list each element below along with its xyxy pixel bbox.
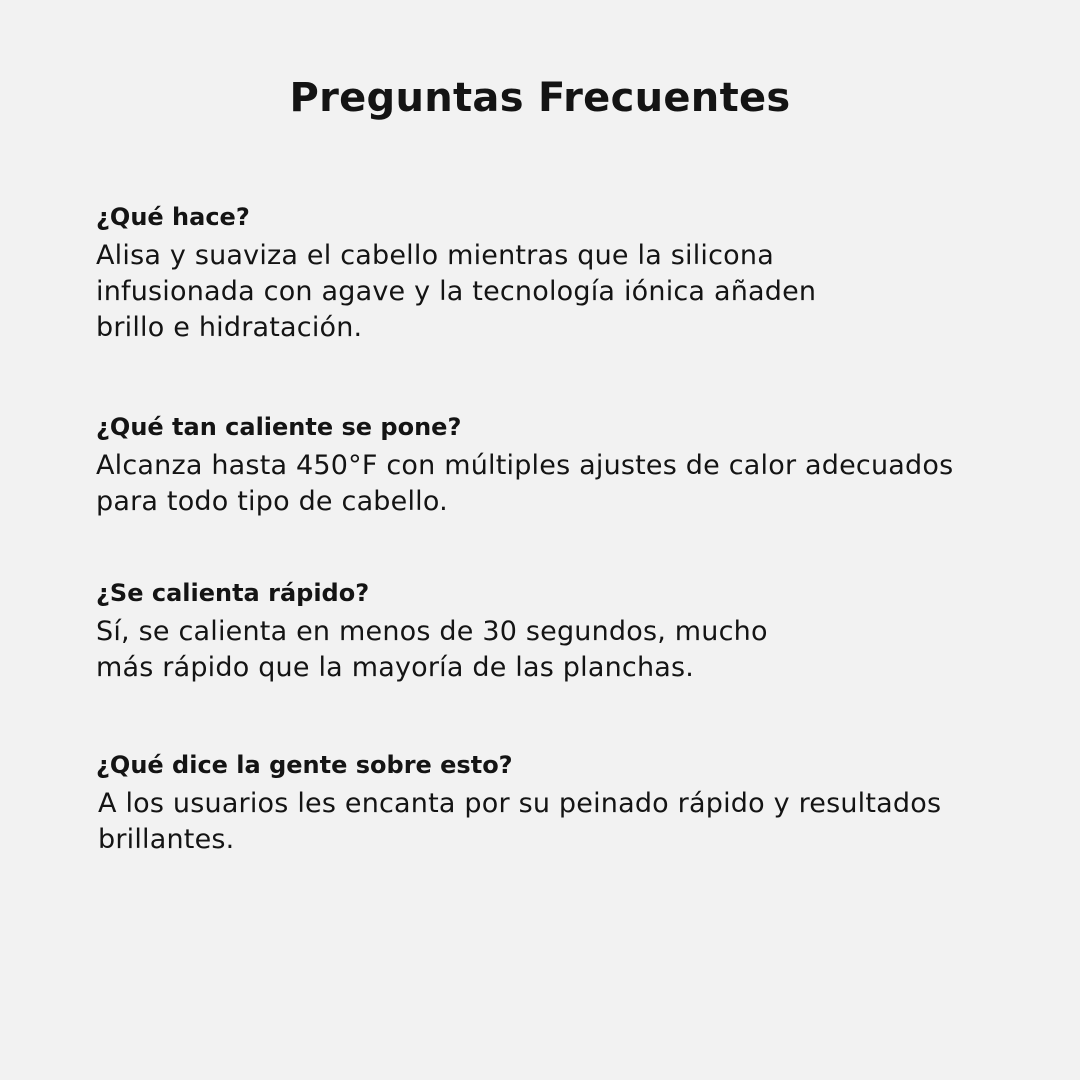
faq-answer-line: brillo e hidratación. <box>96 312 363 343</box>
faq-item-what-people-say <box>96 748 1066 858</box>
faq-answer-line: Alisa y suaviza el cabello mientras que la silicona <box>96 240 774 271</box>
faq-answer <box>96 786 1066 858</box>
faq-item-how-hot <box>96 410 1066 520</box>
faq-answer-line: Sí, se calienta en menos de 30 segundos, mucho <box>96 616 768 647</box>
faq-answer-line: A los usuarios les encanta por su peinado rápido y resultados <box>98 788 942 819</box>
page-title: Preguntas Frecuentes <box>289 75 791 121</box>
faq-answer-line: Alcanza hasta 450°F con múltiples ajustes de calor adecuados <box>96 450 954 481</box>
faq-answer <box>96 614 1066 686</box>
faq-question: ¿Qué hace? <box>96 203 250 231</box>
faq-question: ¿Qué dice la gente sobre esto? <box>96 751 513 779</box>
faq-question: ¿Qué tan caliente se pone? <box>96 413 462 441</box>
faq-answer-line: para todo tipo de cabello. <box>96 486 448 517</box>
faq-item-what-it-does <box>96 200 1066 346</box>
faq-answer <box>96 448 1066 520</box>
faq-answer-line: brillantes. <box>98 824 235 855</box>
faq-item-heats-fast <box>96 576 1066 686</box>
faq-answer <box>96 238 1066 346</box>
faq-answer-line: infusionada con agave y la tecnología iónica añaden <box>96 276 817 307</box>
faq-answer-line: más rápido que la mayoría de las planchas. <box>96 652 695 683</box>
faq-question: ¿Se calienta rápido? <box>96 579 370 607</box>
